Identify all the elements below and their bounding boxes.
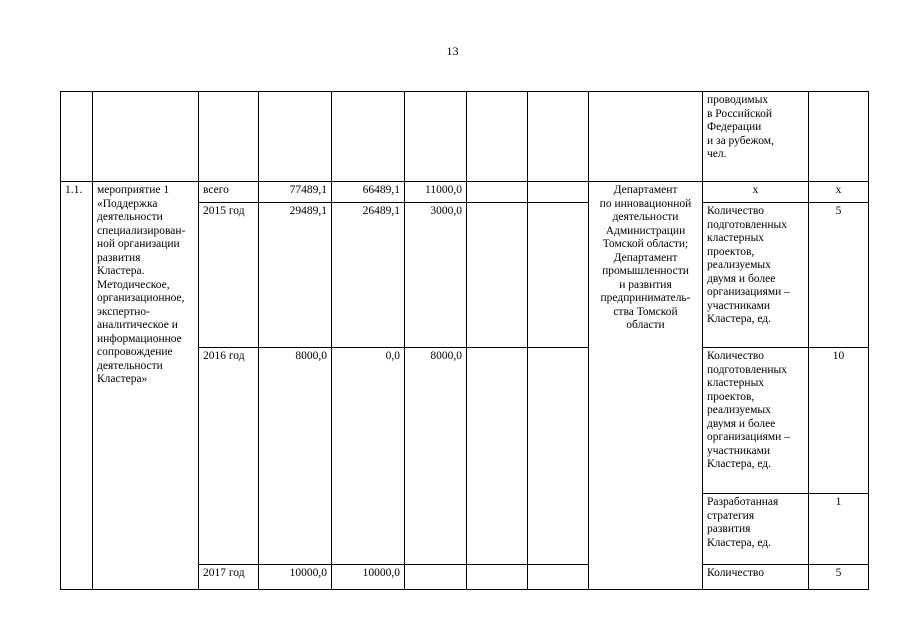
table-row xyxy=(61,92,869,182)
cell-indicator: Количество xyxy=(703,565,809,590)
cell-indicator: Количество подготовленных кластерных проектов, реализуемых двумя и более организациями – участниками Кластера, ед. xyxy=(703,348,809,494)
cell-year: 2016 год xyxy=(199,348,259,565)
cell-total: 77489,1 xyxy=(259,182,332,203)
cell-value: х xyxy=(809,182,869,203)
cell-indicator: проводимых в Российской Федерации и за рубежом, чел. xyxy=(703,92,809,182)
cell-col2: 66489,1 xyxy=(332,182,405,203)
item-executor: Департамент по инновационной деятельности Администрации Томской области; Департамент промышленности и развития предприниматель- ства Томской области xyxy=(589,182,703,590)
cell-col5 xyxy=(528,92,589,182)
cell-value: 10 xyxy=(809,348,869,494)
cell-col5 xyxy=(528,565,589,590)
cell-col2: 0,0 xyxy=(332,348,405,565)
page-number: 13 xyxy=(446,44,459,58)
cell-name xyxy=(93,92,199,182)
cell-value: 1 xyxy=(809,494,869,565)
cell-col4 xyxy=(467,92,528,182)
cell-total: 8000,0 xyxy=(259,348,332,565)
cell-total: 29489,1 xyxy=(259,203,332,348)
cell-year: 2015 год xyxy=(199,203,259,348)
cell-col5 xyxy=(528,182,589,203)
cell-executor xyxy=(589,92,703,182)
item-number: 1.1. xyxy=(61,182,93,590)
cell-col3: 3000,0 xyxy=(405,203,467,348)
cell-col3: 8000,0 xyxy=(405,348,467,565)
cell-col4 xyxy=(467,348,528,565)
cell-value xyxy=(809,92,869,182)
cell-col3 xyxy=(405,92,467,182)
cell-year: 2017 год xyxy=(199,565,259,590)
cell-col5 xyxy=(528,203,589,348)
table-row xyxy=(61,182,869,203)
cell-value: 5 xyxy=(809,203,869,348)
cell-col3: 11000,0 xyxy=(405,182,467,203)
cell-col2 xyxy=(332,92,405,182)
cell-col3 xyxy=(405,565,467,590)
cell-total xyxy=(259,92,332,182)
cell-col4 xyxy=(467,182,528,203)
cell-col2: 26489,1 xyxy=(332,203,405,348)
cell-col5 xyxy=(528,348,589,565)
cell-indicator: х xyxy=(703,182,809,203)
cell-col4 xyxy=(467,565,528,590)
cell-indicator: Количество подготовленных кластерных проектов, реализуемых двумя и более организациями – участниками Кластера, ед. xyxy=(703,203,809,348)
cell-year xyxy=(199,92,259,182)
cell-total: 10000,0 xyxy=(259,565,332,590)
item-name: мероприятие 1 «Поддержка деятельности специализирован- ной организации развития Кластера. Методическое, организационное, экспертно- аналитическое и информационное сопровождение деятельности Кластера» xyxy=(93,182,199,590)
cell-col4 xyxy=(467,203,528,348)
cell-year: всего xyxy=(199,182,259,203)
cell-col2: 10000,0 xyxy=(332,565,405,590)
cell-number xyxy=(61,92,93,182)
cell-indicator: Разработанная стратегия развития Кластера, ед. xyxy=(703,494,809,565)
cell-value: 5 xyxy=(809,565,869,590)
program-table xyxy=(60,91,869,590)
